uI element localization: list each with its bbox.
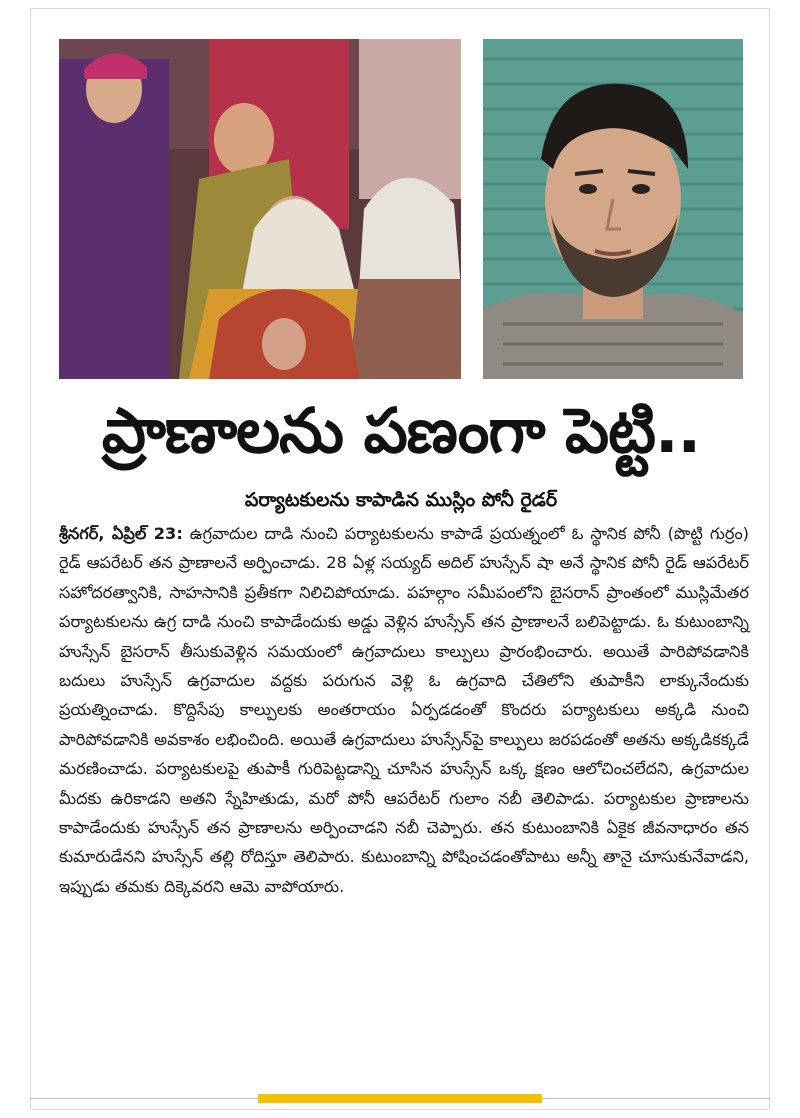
- photo-adil-hussain: [483, 39, 743, 379]
- headline: ప్రాణాలను పణంగా పెట్టి..: [101, 394, 701, 467]
- article-body: [59, 519, 749, 901]
- dateline: శ్రీనగర్, ఏప్రిల్ 23:: [59, 524, 183, 543]
- accent-rule: [258, 1094, 542, 1103]
- newspaper-clipping: [30, 8, 770, 1110]
- article-text: ఉగ్రవాదుల దాడి నుంచి పర్యాటకులను కాపాడే ప్రయత్నంలో ఓ స్థానిక పోనీ (పొట్టి గుర్రం) రైడ్ ఆపరేటర్ తన ప్రాణాలనే అర్పించాడు. 28 ఏళ్ల సయ్యద్ అదిల్ హుస్సేన్ షా అనే స్థానిక పోనీ రైడ్ ఆపరేటర్ సహోదరత్వానికి, సాహసానికి ప్రతీకగా నిలిచిపోయాడు. పహల్గాం సమీపంలోని బైసరాన్ ప్రాంతంలో ముస్లిమేతర పర్యాటకులను ఉగ్ర దాడి నుంచి కాపాడేందుకు అడ్డు వెళ్లిన హుస్సేన్ తన ప్రాణాలనే బలిపెట్టాడు. ఓ కుటుంబాన్ని హుస్సేన్ బైసరాన్ తీసుకువెళ్లిన సమయంలో ఉగ్రవాదులు కాల్పులు ప్రారంభించారు. అయితే పారిపోవడానికి బదులు హుస్సేన్ ఉగ్రవాదుల వద్దకు పరుగున వెళ్లి ఓ ఉగ్రవాది చేతిలోని తుపాకీని లాక్కునేందుకు ప్రయత్నించాడు. కొద్దిసేపు కాల్పులకు అంతరాయం ఏర్పడడంతో కొందరు పర్యాటకులు అక్కడి నుంచి పారిపోవడానికి అవకాశం లభించింది. అయితే ఉగ్రవాదులు హుస్సేన్‌పై కాల్పులు జరపడంతో అతను అక్కడికక్కడే మరణించాడు. పర్యాటకులపై తుపాకీ గురిపెట్టడాన్ని చూసిన హుస్సేన్ ఒక్క క్షణం ఆలోచించలేదని, ఉగ్రవాదుల మీదకు ఉరికాడని అతని స్నేహితుడు, మరో పోనీ ఆపరేటర్ గులాం నబీ తెలిపాడు. పర్యాటకుల ప్రాణాలను కాపాడేందుకు హుస్సేన్ తన ప్రాణాలను అర్పించాడని నబీ చెప్పారు. తన కుటుంబానికి ఏకైక జీవనాధారం తన కుమారుడేనని హుస్సేన్ తల్లి రోదిస్తూ తెలిపారు. కుటుంబాన్ని పోషించడంతోపాటు అన్నీ తానై చూసుకునేవాడని, ఇప్పుడు తమకు దిక్కెవరని ఆమె వాపోయారు.: [59, 524, 750, 896]
- article-paragraph: [59, 519, 749, 901]
- subheadline: పర్యాటకులను కాపాడిన ముస్లిం పోనీ రైడర్: [244, 489, 558, 511]
- photo-mourning-women: [59, 39, 461, 379]
